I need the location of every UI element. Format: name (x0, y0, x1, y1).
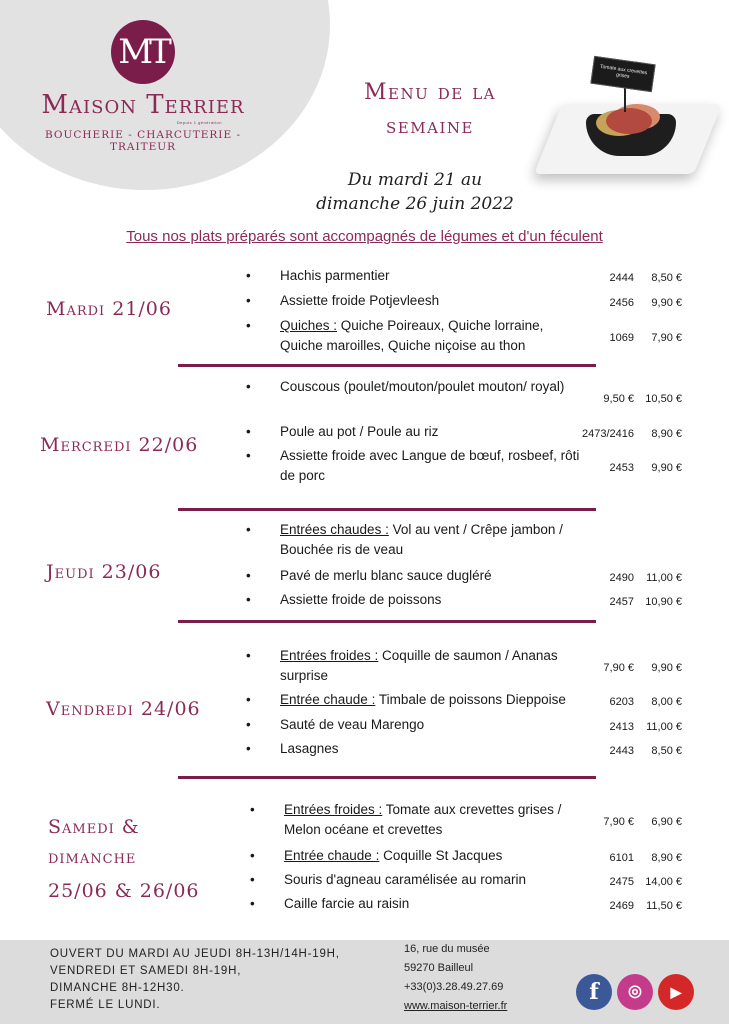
photo-sign: Tomate aux crevettes grises (590, 56, 655, 92)
logo (38, 20, 248, 153)
dish-name: Assiette froide Potjevleesh (280, 293, 440, 308)
dish-price: 11,00 € (646, 572, 682, 584)
dish-photo (548, 56, 708, 178)
dish-name: Lasagnes (280, 741, 339, 756)
dish-code: 2469 (609, 900, 634, 912)
dish-price: 7,90 € (651, 332, 682, 344)
sign-stem (624, 88, 626, 112)
dish-name: Couscous (poulet/mouton/poulet mouton/ royal) (280, 379, 565, 394)
day-separator (178, 620, 596, 623)
dish-category: Entrée chaude : (284, 848, 380, 863)
day-label-jeudi: Jeudi 23/06 (46, 561, 162, 583)
facebook-icon[interactable]: f (576, 974, 612, 1010)
dish-name: Assiette froide de poissons (280, 592, 442, 607)
day-label-mardi: Mardi 21/06 (46, 298, 172, 320)
dish-name (284, 846, 584, 866)
day-separator (178, 364, 596, 367)
street: 16, rue du musée (404, 943, 490, 955)
dish-code: 6203 (609, 696, 634, 708)
dish-text: Timbale de poissons Dieppoise (375, 692, 566, 707)
bullet: • (246, 648, 251, 663)
website-link[interactable]: www.maison-terrier.fr (404, 1000, 508, 1012)
brand-subtitle: Depuis 1 génération (176, 120, 222, 125)
bullet: • (246, 424, 251, 439)
city: 59270 Bailleul (404, 962, 474, 974)
dish-code: 2457 (609, 596, 634, 608)
dish-name (280, 646, 580, 686)
menu-title (330, 76, 530, 144)
dish-code: 2456 (609, 297, 634, 309)
bullet: • (246, 293, 251, 308)
dish-price: 9,90 € (651, 297, 682, 309)
dish-code: 1069 (609, 332, 634, 344)
hours-line: FERMÉ LE LUNDI. (50, 999, 161, 1011)
dish-price: 8,90 € (651, 428, 682, 440)
dish-name: Pavé de merlu blanc sauce dugléré (280, 568, 492, 583)
dish-name: Caille farcie au raisin (284, 896, 410, 911)
dish-price: 10,50 € (645, 393, 682, 405)
dish-name (280, 316, 580, 356)
bullet: • (246, 568, 251, 583)
bullet: • (246, 268, 251, 283)
opening-hours (50, 946, 340, 1014)
dish-code: 2444 (609, 272, 634, 284)
bullet: • (246, 741, 251, 756)
brand-tagline: BOUCHERIE - CHARCUTERIE - TRAITEUR (45, 129, 241, 153)
dish-price: 14,00 € (645, 876, 682, 888)
dish-text: Vol au vent / Crêpe jambon / Bouchée ris de veau (280, 522, 563, 557)
dish-text: Coquille St Jacques (379, 848, 503, 863)
bullet: • (250, 896, 255, 911)
dish-code: 2473/2416 (582, 428, 634, 440)
dish-category: Entrées froides : (280, 648, 379, 663)
menu-title-line1: Menu de la (364, 80, 496, 105)
youtube-icon[interactable]: ▶ (658, 974, 694, 1010)
menu-dates (280, 168, 550, 216)
day-label-weekend-line2: dimanche (48, 846, 137, 868)
dish-price: 8,50 € (651, 745, 682, 757)
day-separator (178, 776, 596, 779)
dish-text: Coquille de saumon / Ananas surprise (280, 648, 558, 683)
food-image (606, 108, 652, 134)
dish-code: 2413 (609, 721, 634, 733)
brand-name: Maison Terrier (41, 90, 245, 120)
day-separator (178, 508, 596, 511)
bullet: • (246, 717, 251, 732)
dish-price: 8,00 € (651, 696, 682, 708)
dish-code: 2475 (609, 876, 634, 888)
hours-line: DIMANCHE 8H-12H30. (50, 982, 185, 994)
dish-price: 8,50 € (651, 272, 682, 284)
dish-price: 11,00 € (646, 721, 682, 733)
dish-code: 6101 (609, 852, 634, 864)
dish-name: Sauté de veau Marengo (280, 717, 425, 732)
day-label-weekend-line3: 25/06 & 26/06 (48, 880, 200, 902)
bullet: • (246, 379, 251, 394)
bullet: • (250, 802, 255, 817)
dish-price: 9,90 € (651, 662, 682, 674)
bullet: • (246, 522, 251, 537)
dish-price: 6,90 € (651, 816, 682, 828)
dish-category: Entrées froides : (284, 802, 383, 817)
dish-code: 7,90 € (603, 816, 634, 828)
bullet: • (246, 318, 251, 333)
day-label-mercredi: Mercredi 22/06 (40, 434, 199, 456)
bullet: • (246, 448, 251, 463)
dish-name: Souris d'agneau caramélisée au romarin (284, 872, 526, 887)
notice-text: Tous nos plats préparés sont accompagnés de légumes et d'un féculent (126, 228, 603, 245)
dish-text: Quiche Poireaux, Quiche lorraine, Quiche maroilles, Quiche niçoise au thon (280, 318, 544, 353)
hours-line: OUVERT DU MARDI AU JEUDI 8H-13H/14H-19H, (50, 948, 340, 960)
dish-name (280, 690, 600, 710)
bullet: • (246, 692, 251, 707)
day-label-weekend (48, 812, 200, 906)
footer (0, 940, 729, 1024)
dish-code: 2443 (609, 745, 634, 757)
dish-price: 11,50 € (646, 900, 682, 912)
dish-code: 2490 (609, 572, 634, 584)
dish-code: 2453 (609, 462, 634, 474)
dish-text: Tomate aux crevettes grises / Melon océane et crevettes (284, 802, 562, 837)
dish-name: Poule au pot / Poule au riz (280, 424, 439, 439)
dish-category: Quiches : (280, 318, 338, 333)
dish-price: 8,90 € (651, 852, 682, 864)
dish-price: 10,90 € (645, 596, 682, 608)
bullet: • (250, 848, 255, 863)
instagram-icon[interactable]: ◎ (617, 974, 653, 1010)
bullet: • (250, 872, 255, 887)
menu-dates-line1: Du mardi 21 au (347, 170, 483, 190)
dish-name (284, 800, 584, 840)
menu-title-line2: semaine (386, 114, 474, 139)
dish-category: Entrée chaude : (280, 692, 376, 707)
dish-code: 7,90 € (603, 662, 634, 674)
day-label-vendredi: Vendredi 24/06 (46, 698, 201, 720)
dish-name (280, 520, 580, 560)
bullet: • (246, 592, 251, 607)
dish-code: 9,50 € (603, 393, 634, 405)
dish-name: Hachis parmentier (280, 268, 390, 283)
menu-dates-line2: dimanche 26 juin 2022 (316, 194, 514, 214)
dish-name: Assiette froide avec Langue de bœuf, rosbeef, rôti de porc (280, 448, 580, 483)
hours-line: VENDREDI ET SAMEDI 8H-19H, (50, 965, 242, 977)
phone: +33(0)3.28.49.27.69 (404, 981, 504, 993)
dish-category: Entrées chaudes : (280, 522, 389, 537)
day-label-weekend-line1: Samedi & (48, 816, 140, 838)
address (404, 940, 507, 1016)
dish-price: 9,90 € (651, 462, 682, 474)
logo-monogram: MT (111, 20, 175, 84)
